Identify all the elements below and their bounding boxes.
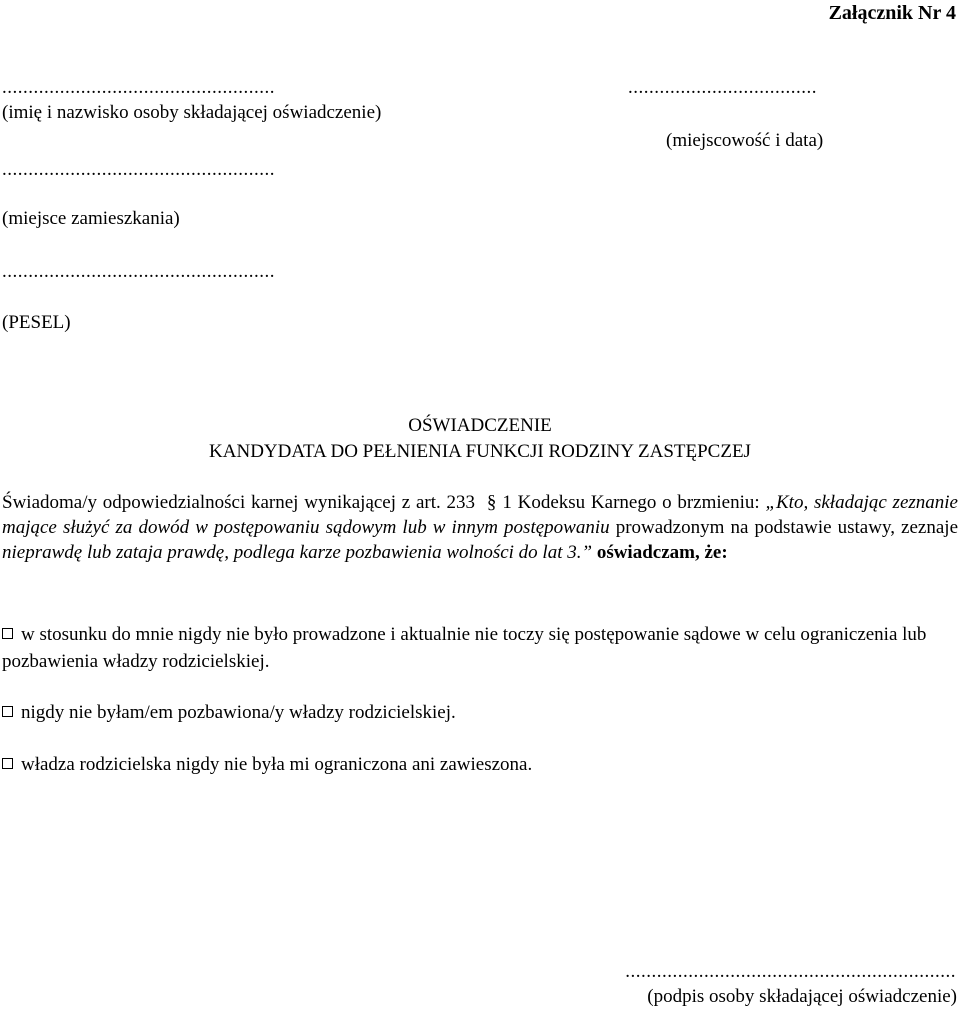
signature-label: (podpis osoby składającej oświadczenie) [647, 986, 957, 1007]
quoted-article-text: „Kto, składając zeznanie mające służyć za dowód w postępowaniu sądowym lub w innym postępowaniu [2, 492, 958, 538]
option-never-deprived [2, 699, 958, 726]
option-text: w stosunku do mnie nigdy nie było prowadzone i aktualnie nie toczy się postępowanie sądowe w celu ograniczenia lub pozbawienia władzy rodzicielskiej. [2, 624, 927, 672]
residence-dotted-line: .................................................... [2, 159, 275, 180]
signature-dotted-line: ............................................................... [625, 961, 956, 982]
declare-text: oświadczam, że: [592, 542, 728, 563]
section-sign: § [486, 492, 497, 513]
document-subtitle: KANDYDATA DO PEŁNIENIA FUNKCJI RODZINY ZASTĘPCZEJ [209, 441, 751, 462]
checkbox-option-3[interactable] [2, 758, 13, 769]
option-no-proceedings [2, 621, 958, 675]
checkbox-option-2[interactable] [2, 706, 13, 717]
plain-middle-text: prowadzonym na podstawie ustawy, zeznaje [615, 517, 958, 538]
pesel-label: (PESEL) [2, 312, 71, 333]
place-date-dotted-line: .................................... [628, 77, 817, 98]
option-text: władza rodzicielska nigdy nie była mi ograniczona ani zawieszona. [21, 754, 533, 775]
document-title: OŚWIADCZENIE [408, 415, 552, 436]
quoted-article-text-end: nieprawdę lub zataja prawdę, podlega karze pozbawienia wolności do lat 3.” [2, 542, 593, 563]
pesel-dotted-line: .................................................... [2, 261, 275, 282]
checkbox-option-1[interactable] [2, 628, 13, 639]
place-date-label: (miejscowość i data) [666, 130, 824, 151]
residence-label: (miejsce zamieszkania) [2, 208, 180, 229]
option-text: nigdy nie byłam/em pozbawiona/y władzy rodzicielskiej. [21, 702, 456, 723]
name-dotted-line: .................................................... [2, 77, 275, 98]
intro-text-2: 1 Kodeksu Karnego o brzmieniu: [502, 492, 766, 513]
option-never-limited [2, 751, 958, 778]
declaration-paragraph [2, 490, 958, 565]
attachment-number: Załącznik Nr 4 [828, 2, 956, 24]
name-label: (imię i nazwisko osoby składającej oświadczenie) [2, 102, 382, 123]
intro-text: Świadoma/y odpowiedzialności karnej wynikającej z art. 233 [2, 492, 476, 513]
